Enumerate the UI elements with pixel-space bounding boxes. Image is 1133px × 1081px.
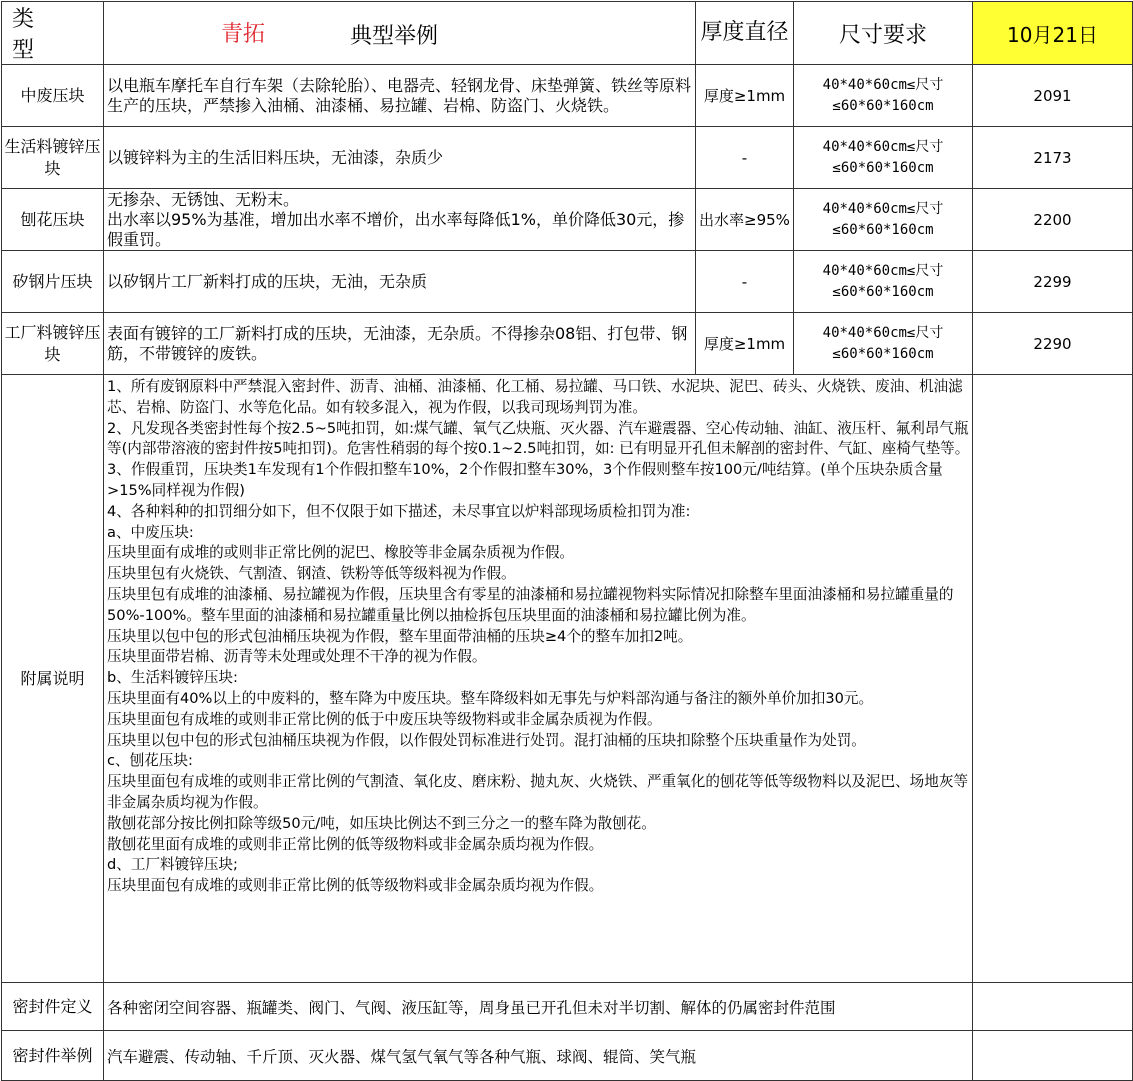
note-line: 散刨花里面有成堆的或则非正常比例的低等级物料或非金属杂质均视为作假。: [107, 835, 604, 853]
row-type: 工厂料镀锌压块: [2, 313, 104, 375]
header-date: 10月21日: [973, 2, 1133, 65]
notes-label: 附属说明: [2, 375, 104, 983]
header-example: [104, 2, 696, 65]
row-size: 40*40*60cm≤尺寸≤60*60*160cm: [794, 189, 973, 251]
row-size: 40*40*60cm≤尺寸≤60*60*160cm: [794, 313, 973, 375]
note-line: 压块里包有成堆的油漆桶、易拉罐视为作假，压块里含有零星的油漆桶和易拉罐视物料实际情况扣除整车里面油漆桶和易拉罐重量的50%-100%。整车里面的油漆桶和易拉罐重量比例以抽检拆包压块里面的油漆桶和易拉罐比例为准。: [107, 585, 954, 624]
note-line: 压块里面包有成堆的或则非正常比例的气割渣、氧化皮、磨床粉、抛丸灰、火烧铁、严重氧化的刨花等低等级物料以及泥巴、场地灰等非金属杂质均视为作假。: [107, 773, 969, 811]
table-row: [2, 127, 1133, 189]
notes-content: [104, 375, 973, 983]
notes-empty-cell: [973, 375, 1133, 983]
seal-examples-label: 密封件举例: [2, 1031, 104, 1081]
seal-examples-row: [2, 1031, 1133, 1081]
note-line: c、刨花压块:: [107, 752, 193, 770]
seal-definition-text: 各种密闭空间容器、瓶罐类、阀门、气阀、液压缸等，周身虽已开孔但未对半切割、解体的仍属密封件范围: [104, 983, 973, 1031]
note-line: 2、凡发现各类密封性每个按2.5~5吨扣罚，如:煤气罐、氧气乙炔瓶、灭火器、汽车避震器、空心传动轴、油缸、液压杆、氟利昂气瓶等(内部带溶液的密封件按5吨扣罚)。危害性稍弱的每个按0.1~2.5吨扣罚，如: 已有明显开孔但未解剖的密封件、气缸、座椅气垫等。: [107, 419, 970, 458]
table-row: [2, 189, 1133, 251]
seal-definition-row: [2, 983, 1133, 1031]
seal-definition-label: 密封件定义: [2, 983, 104, 1031]
row-thickness: -: [696, 127, 794, 189]
row-desc: 以电瓶车摩托车自行车架（去除轮胎）、电器壳、轻钢龙骨、床垫弹簧、铁丝等原料生产的压块，严禁掺入油桶、油漆桶、易拉罐、岩棉、防盗门、火烧铁。: [104, 65, 696, 127]
seal-examples-empty-cell: [973, 1031, 1133, 1081]
note-line: 压块里面有成堆的或则非正常比例的泥巴、橡胶等非金属杂质视为作假。: [107, 544, 575, 562]
note-line: 1、所有废钢原料中严禁混入密封件、沥青、油桶、油漆桶、化工桶、易拉罐、马口铁、水泥块、泥巴、砖头、火烧铁、废油、机油滤芯、岩棉、防盗门、水等危化品。如有较多混入，视为作假，以我司现场判罚为准。: [107, 378, 963, 416]
seal-definition-empty-cell: [973, 983, 1133, 1031]
price-table: [1, 1, 1133, 1081]
header-size: 尺寸要求: [794, 2, 973, 65]
header-row: [2, 2, 1133, 65]
row-price: 2299: [973, 251, 1133, 313]
row-desc: 无掺杂、无锈蚀、无粉末。 出水率以95%为基准，增加出水率不增价，出水率每降低1%，单价降低30元，掺假重罚。: [104, 189, 696, 251]
row-price: 2173: [973, 127, 1133, 189]
notes-row: [2, 375, 1133, 983]
note-line: 散刨花部分按比例扣除等级50元/吨，如压块比例达不到三分之一的整车降为散刨花。: [107, 814, 656, 832]
header-type: 类 型: [2, 2, 104, 65]
header-example-label: 典型举例: [350, 24, 439, 49]
note-line: d、工厂料镀锌压块;: [107, 856, 238, 874]
row-thickness: 厚度≥1mm: [696, 65, 794, 127]
row-price: 2290: [973, 313, 1133, 375]
row-price: 2091: [973, 65, 1133, 127]
note-line: 压块里以包中包的形式包油桶压块视为作假，以作假处罚标准进行处罚。混打油桶的压块扣除整个压块重量作为处罚。: [107, 731, 866, 749]
note-line: b、生活料镀锌压块:: [107, 669, 238, 687]
row-size: 40*40*60cm≤尺寸≤60*60*160cm: [794, 65, 973, 127]
row-desc: 以矽钢片工厂新料打成的压块，无油，无杂质: [104, 251, 696, 313]
row-price: 2200: [973, 189, 1133, 251]
note-line: 压块里面带岩棉、沥青等未处理或处理不干净的视为作假。: [107, 648, 487, 666]
brand-name: 青拓: [221, 22, 266, 47]
table-row: [2, 65, 1133, 127]
row-desc: 以镀锌料为主的生活旧料压块，无油漆，杂质少: [104, 127, 696, 189]
note-line: 压块里面包有成堆的或则非正常比例的低于中废压块等级物料或非金属杂质视为作假。: [107, 710, 662, 728]
note-line: 3、作假重罚，压块类1车发现有1个作假扣整车10%，2个作假扣整车30%，3个作假则整车按100元/吨结算。(单个压块杂质含量>15%同样视为作假): [107, 461, 943, 499]
note-line: 压块里包有火烧铁、气割渣、钢渣、铁粉等低等级料视为作假。: [107, 565, 516, 583]
note-line: 压块里面有40%以上的中废料的，整车降为中废压块。整车降级料如无事先与炉料部沟通与备注的额外单价加扣30元。: [107, 689, 874, 707]
row-type: 矽钢片压块: [2, 251, 104, 313]
seal-examples-text: 汽车避震、传动轴、千斤顶、灭火器、煤气氢气氧气等各种气瓶、球阀、辊筒、笑气瓶: [104, 1031, 973, 1081]
note-line: 压块里以包中包的形式包油桶压块视为作假，整车里面带油桶的压块≥4个的整车加扣2吨。: [107, 627, 693, 645]
row-type: 刨花压块: [2, 189, 104, 251]
row-thickness: 厚度≥1mm: [696, 313, 794, 375]
row-size: 40*40*60cm≤尺寸≤60*60*160cm: [794, 251, 973, 313]
row-type: 中废压块: [2, 65, 104, 127]
row-size: 40*40*60cm≤尺寸≤60*60*160cm: [794, 127, 973, 189]
row-type: 生活料镀锌压块: [2, 127, 104, 189]
table-row: [2, 251, 1133, 313]
row-thickness: 出水率≥95%: [696, 189, 794, 251]
row-thickness: -: [696, 251, 794, 313]
note-line: 4、各种料种的扣罚细分如下，但不仅限于如下描述，未尽事宜以炉料部现场质检扣罚为准:: [107, 502, 691, 520]
header-thickness: 厚度直径: [696, 2, 794, 65]
note-line: a、中废压块:: [107, 523, 194, 541]
row-desc: 表面有镀锌的工厂新料打成的压块，无油漆，无杂质。不得掺杂08铝、打包带、钢筋，不带镀锌的废铁。: [104, 313, 696, 375]
note-line: 压块里面包有成堆的或则非正常比例的低等级物料或非金属杂质均视为作假。: [107, 877, 604, 895]
table-row: [2, 313, 1133, 375]
